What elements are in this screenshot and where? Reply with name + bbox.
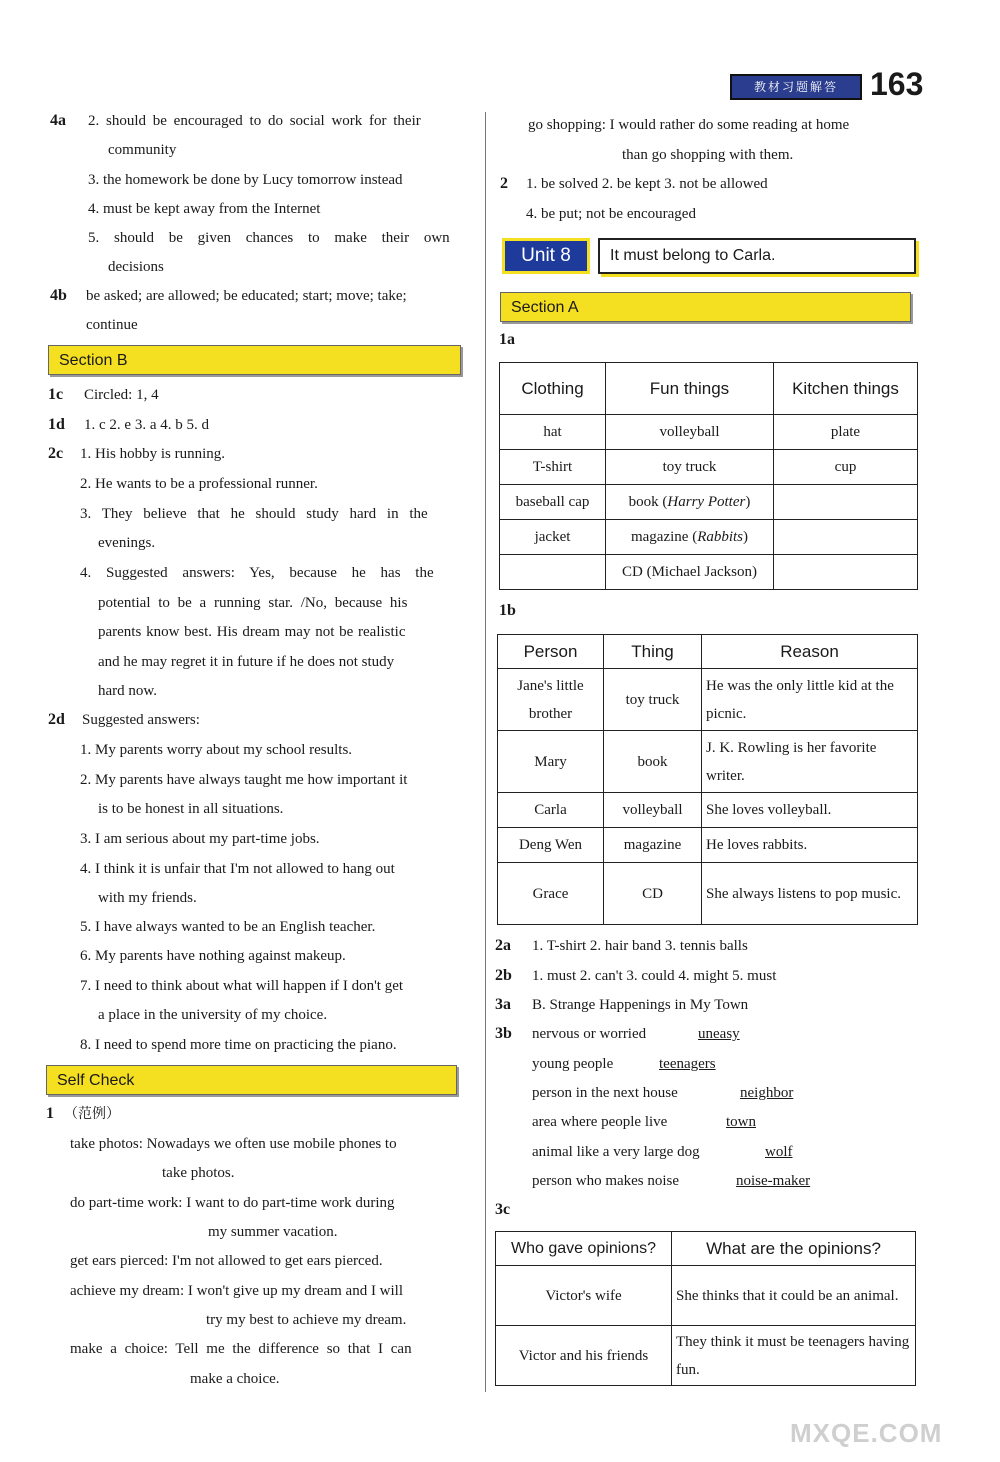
table-row bbox=[498, 863, 918, 925]
table-row bbox=[498, 731, 918, 793]
ex-1-line: take photos. bbox=[162, 1165, 235, 1181]
ex-2c-line: 1. His hobby is running. bbox=[80, 446, 226, 462]
ex-2d-line: is to be honest in all situations. bbox=[98, 801, 284, 817]
ex-2d-line: 1. My parents worry about my school results. bbox=[80, 742, 353, 758]
ex-2d-line: 8. I need to spend more time on practicing the piano. bbox=[80, 1037, 397, 1053]
table-row bbox=[498, 828, 918, 863]
table-cell: Victor and his friends bbox=[496, 1326, 672, 1386]
table-header: Clothing bbox=[500, 363, 606, 415]
table-cell: She always listens to pop music. bbox=[702, 863, 918, 925]
ex-4a-line: 2. should be encouraged to do social work for their bbox=[88, 113, 421, 129]
ex-3c-label: 3c bbox=[495, 1201, 511, 1218]
table-header: What are the opinions? bbox=[672, 1232, 916, 1266]
ex-2d-line: 2. My parents have always taught me how important it bbox=[80, 772, 408, 788]
ex-4a-line: 4. must be kept away from the Internet bbox=[88, 201, 321, 217]
ex-2c-line: 4. Suggested answers: Yes, because he has the bbox=[80, 565, 434, 581]
unit-title: It must belong to Carla. bbox=[610, 247, 776, 264]
table-3c bbox=[495, 1231, 916, 1386]
table-cell: magazine bbox=[604, 828, 702, 863]
self-check-bar bbox=[46, 1065, 457, 1095]
table-cell: Victor's wife bbox=[496, 1266, 672, 1326]
ex-1-line: do part-time work: I want to do part-time work during bbox=[70, 1195, 395, 1211]
table-cell: J. K. Rowling is her favorite writer. bbox=[702, 731, 918, 793]
ex-1-line: make a choice: Tell me the difference so that I can bbox=[70, 1341, 412, 1357]
ex-1-line: make a choice. bbox=[190, 1371, 280, 1387]
cell-text: CD bbox=[622, 564, 643, 580]
table-cell bbox=[774, 485, 918, 520]
table-row bbox=[498, 669, 918, 731]
ex-3b-answer: town bbox=[726, 1114, 756, 1130]
continued-line: go shopping: I would rather do some reading at home bbox=[528, 117, 850, 133]
self-check-title: Self Check bbox=[57, 1072, 135, 1089]
ex-3b-phrase: person who makes noise bbox=[532, 1173, 680, 1189]
table-row bbox=[500, 520, 918, 555]
table-cell: CD bbox=[604, 863, 702, 925]
ex-3b-answer: noise-maker bbox=[736, 1173, 811, 1189]
table-cell: volleyball bbox=[604, 793, 702, 828]
ex-1-label: 1 bbox=[46, 1105, 54, 1122]
table-row bbox=[496, 1326, 916, 1386]
ex-2-label: 2 bbox=[500, 175, 508, 192]
table-row bbox=[500, 485, 918, 520]
watermark: MXQE.COM bbox=[790, 1418, 943, 1448]
ex-2b-text: 1. must 2. can't 3. could 4. might 5. must bbox=[532, 968, 777, 984]
table-cell: Grace bbox=[498, 863, 604, 925]
ex-2c-line: 3. They believe that he should study hard in the bbox=[80, 506, 428, 522]
unit-badge bbox=[502, 238, 590, 274]
ex-1-line: try my best to achieve my dream. bbox=[206, 1312, 407, 1328]
ex-4a-line: 5. should be given chances to make their own bbox=[88, 230, 450, 246]
table-cell: He was the only little kid at the picnic. bbox=[702, 669, 918, 731]
ex-1-line: achieve my dream: I won't give up my dream and I will bbox=[70, 1283, 404, 1299]
ex-3b-phrase: person in the next house bbox=[532, 1085, 678, 1101]
ex-4a-line: community bbox=[108, 142, 177, 158]
ex-2c-line: parents know best. His dream may not be realistic bbox=[98, 624, 406, 640]
table-header: Thing bbox=[604, 635, 702, 669]
ex-3b-label: 3b bbox=[495, 1025, 512, 1042]
ex-2a-label: 2a bbox=[495, 937, 511, 954]
ex-1-line: take photos: Nowadays we often use mobile phones to bbox=[70, 1136, 397, 1152]
ex-2c-line: 2. He wants to be a professional runner. bbox=[80, 476, 318, 492]
header-banner bbox=[730, 74, 862, 100]
section-b-title: Section B bbox=[59, 352, 128, 369]
table-cell: plate bbox=[774, 415, 918, 450]
table-cell bbox=[500, 555, 606, 590]
cd-artist: Michael Jackson bbox=[651, 564, 752, 580]
table-cell: Jane's little brother bbox=[498, 669, 604, 731]
unit-badge-text: Unit 8 bbox=[521, 245, 571, 266]
ex-3a-label: 3a bbox=[495, 996, 511, 1013]
ex-1a-label: 1a bbox=[499, 331, 515, 348]
ex-3b-answer: neighbor bbox=[740, 1085, 794, 1101]
ex-1-line: get ears pierced: I'm not allowed to get ears pierced. bbox=[70, 1253, 383, 1269]
magazine-title: Rabbits bbox=[697, 529, 744, 545]
section-a-title: Section A bbox=[511, 299, 579, 316]
ex-1c-label: 1c bbox=[48, 386, 64, 403]
table-row bbox=[500, 555, 918, 590]
ex-3a-text: B. Strange Happenings in My Town bbox=[532, 997, 749, 1013]
table-1b bbox=[497, 634, 918, 925]
ex-2-line: 4. be put; not be encouraged bbox=[526, 206, 696, 222]
cell-text: magazine bbox=[630, 529, 689, 545]
ex-4b-line: be asked; are allowed; be educated; start; move; take; bbox=[86, 288, 407, 304]
ex-2d-line: with my friends. bbox=[98, 890, 197, 906]
continued-line: than go shopping with them. bbox=[622, 147, 794, 163]
table-header: Who gave opinions? bbox=[496, 1232, 672, 1266]
ex-3b-phrase: area where people live bbox=[532, 1114, 668, 1130]
table-cell: T-shirt bbox=[500, 450, 606, 485]
ex-2c-line: potential to be a running star. /No, because his bbox=[98, 595, 408, 611]
ex-2d-line: 6. My parents have nothing against makeup. bbox=[80, 948, 346, 964]
table-cell: Mary bbox=[498, 731, 604, 793]
table-cell: book bbox=[604, 731, 702, 793]
table-header: Kitchen things bbox=[774, 363, 918, 415]
ex-3b-answer: wolf bbox=[765, 1144, 793, 1160]
ex-2c-line: hard now. bbox=[98, 683, 158, 699]
ex-2d-line: 3. I am serious about my part-time jobs. bbox=[80, 831, 320, 847]
ex-4b-line: continue bbox=[86, 317, 138, 333]
table-cell: magazine (Rabbits) bbox=[606, 520, 774, 555]
page-number: 163 bbox=[870, 66, 924, 102]
table-row bbox=[500, 450, 918, 485]
table-cell: hat bbox=[500, 415, 606, 450]
ex-2-line: 1. be solved 2. be kept 3. not be allowed bbox=[526, 176, 768, 192]
column-divider bbox=[485, 112, 486, 1392]
ex-1-heading: （范例） bbox=[64, 1106, 120, 1122]
table-1a bbox=[499, 362, 918, 590]
unit-title-box bbox=[598, 238, 916, 274]
table-cell bbox=[774, 555, 918, 590]
table-cell: Carla bbox=[498, 793, 604, 828]
table-cell: toy truck bbox=[606, 450, 774, 485]
table-row bbox=[498, 793, 918, 828]
table-header: Fun things bbox=[606, 363, 774, 415]
book-title: Harry Potter bbox=[667, 494, 746, 510]
table-cell: They think it must be teenagers having fun. bbox=[672, 1326, 916, 1386]
table-header: Reason bbox=[702, 635, 918, 669]
ex-4a-line: decisions bbox=[108, 259, 164, 275]
ex-2c-label: 2c bbox=[48, 445, 64, 462]
ex-4a-line: 3. the homework be done by Lucy tomorrow instead bbox=[88, 172, 403, 188]
table-cell: Deng Wen bbox=[498, 828, 604, 863]
ex-2d-line: 5. I have always wanted to be an English teacher. bbox=[80, 919, 376, 935]
table-row bbox=[496, 1266, 916, 1326]
table-cell: He loves rabbits. bbox=[702, 828, 918, 863]
ex-2a-text: 1. T-shirt 2. hair band 3. tennis balls bbox=[532, 938, 748, 954]
ex-3b-phrase: nervous or worried bbox=[532, 1026, 647, 1042]
ex-2b-label: 2b bbox=[495, 967, 512, 984]
ex-2d-label: 2d bbox=[48, 711, 65, 728]
table-header: Person bbox=[498, 635, 604, 669]
ex-3b-answer: teenagers bbox=[659, 1056, 716, 1072]
table-cell: She thinks that it could be an animal. bbox=[672, 1266, 916, 1326]
table-row bbox=[500, 415, 918, 450]
ex-2d-line: 4. I think it is unfair that I'm not allowed to hang out bbox=[80, 861, 395, 877]
table-cell: volleyball bbox=[606, 415, 774, 450]
ex-1d-label: 1d bbox=[48, 416, 65, 433]
ex-3b-phrase: young people bbox=[532, 1056, 614, 1072]
ex-1d-text: 1. c 2. e 3. a 4. b 5. d bbox=[84, 417, 209, 433]
ex-3b-answer: uneasy bbox=[698, 1026, 740, 1042]
ex-2c-line: evenings. bbox=[98, 535, 156, 551]
banner-text: 教材习题解答 bbox=[753, 80, 838, 94]
table-cell: baseball cap bbox=[500, 485, 606, 520]
ex-4b-label: 4b bbox=[50, 287, 67, 304]
table-cell: She loves volleyball. bbox=[702, 793, 918, 828]
ex-2c-line: and he may regret it in future if he does not study bbox=[98, 654, 395, 670]
ex-2d-line: 7. I need to think about what will happen if I don't get bbox=[80, 978, 404, 994]
table-cell: toy truck bbox=[604, 669, 702, 731]
table-cell: cup bbox=[774, 450, 918, 485]
ex-3b-phrase: animal like a very large dog bbox=[532, 1144, 700, 1160]
ex-2d-heading: Suggested answers: bbox=[82, 712, 200, 728]
table-cell: jacket bbox=[500, 520, 606, 555]
ex-4a-label: 4a bbox=[50, 112, 66, 129]
cell-text: book bbox=[628, 494, 659, 510]
table-cell bbox=[774, 520, 918, 555]
ex-1c-text: Circled: 1, 4 bbox=[84, 387, 159, 403]
ex-2d-line: a place in the university of my choice. bbox=[98, 1007, 328, 1023]
section-b-bar bbox=[48, 345, 461, 375]
ex-1b-label: 1b bbox=[499, 602, 516, 619]
table-cell: book (Harry Potter) bbox=[606, 485, 774, 520]
section-a-bar bbox=[500, 292, 911, 322]
ex-1-line: my summer vacation. bbox=[208, 1224, 338, 1240]
table-cell: CD (Michael Jackson) bbox=[606, 555, 774, 590]
